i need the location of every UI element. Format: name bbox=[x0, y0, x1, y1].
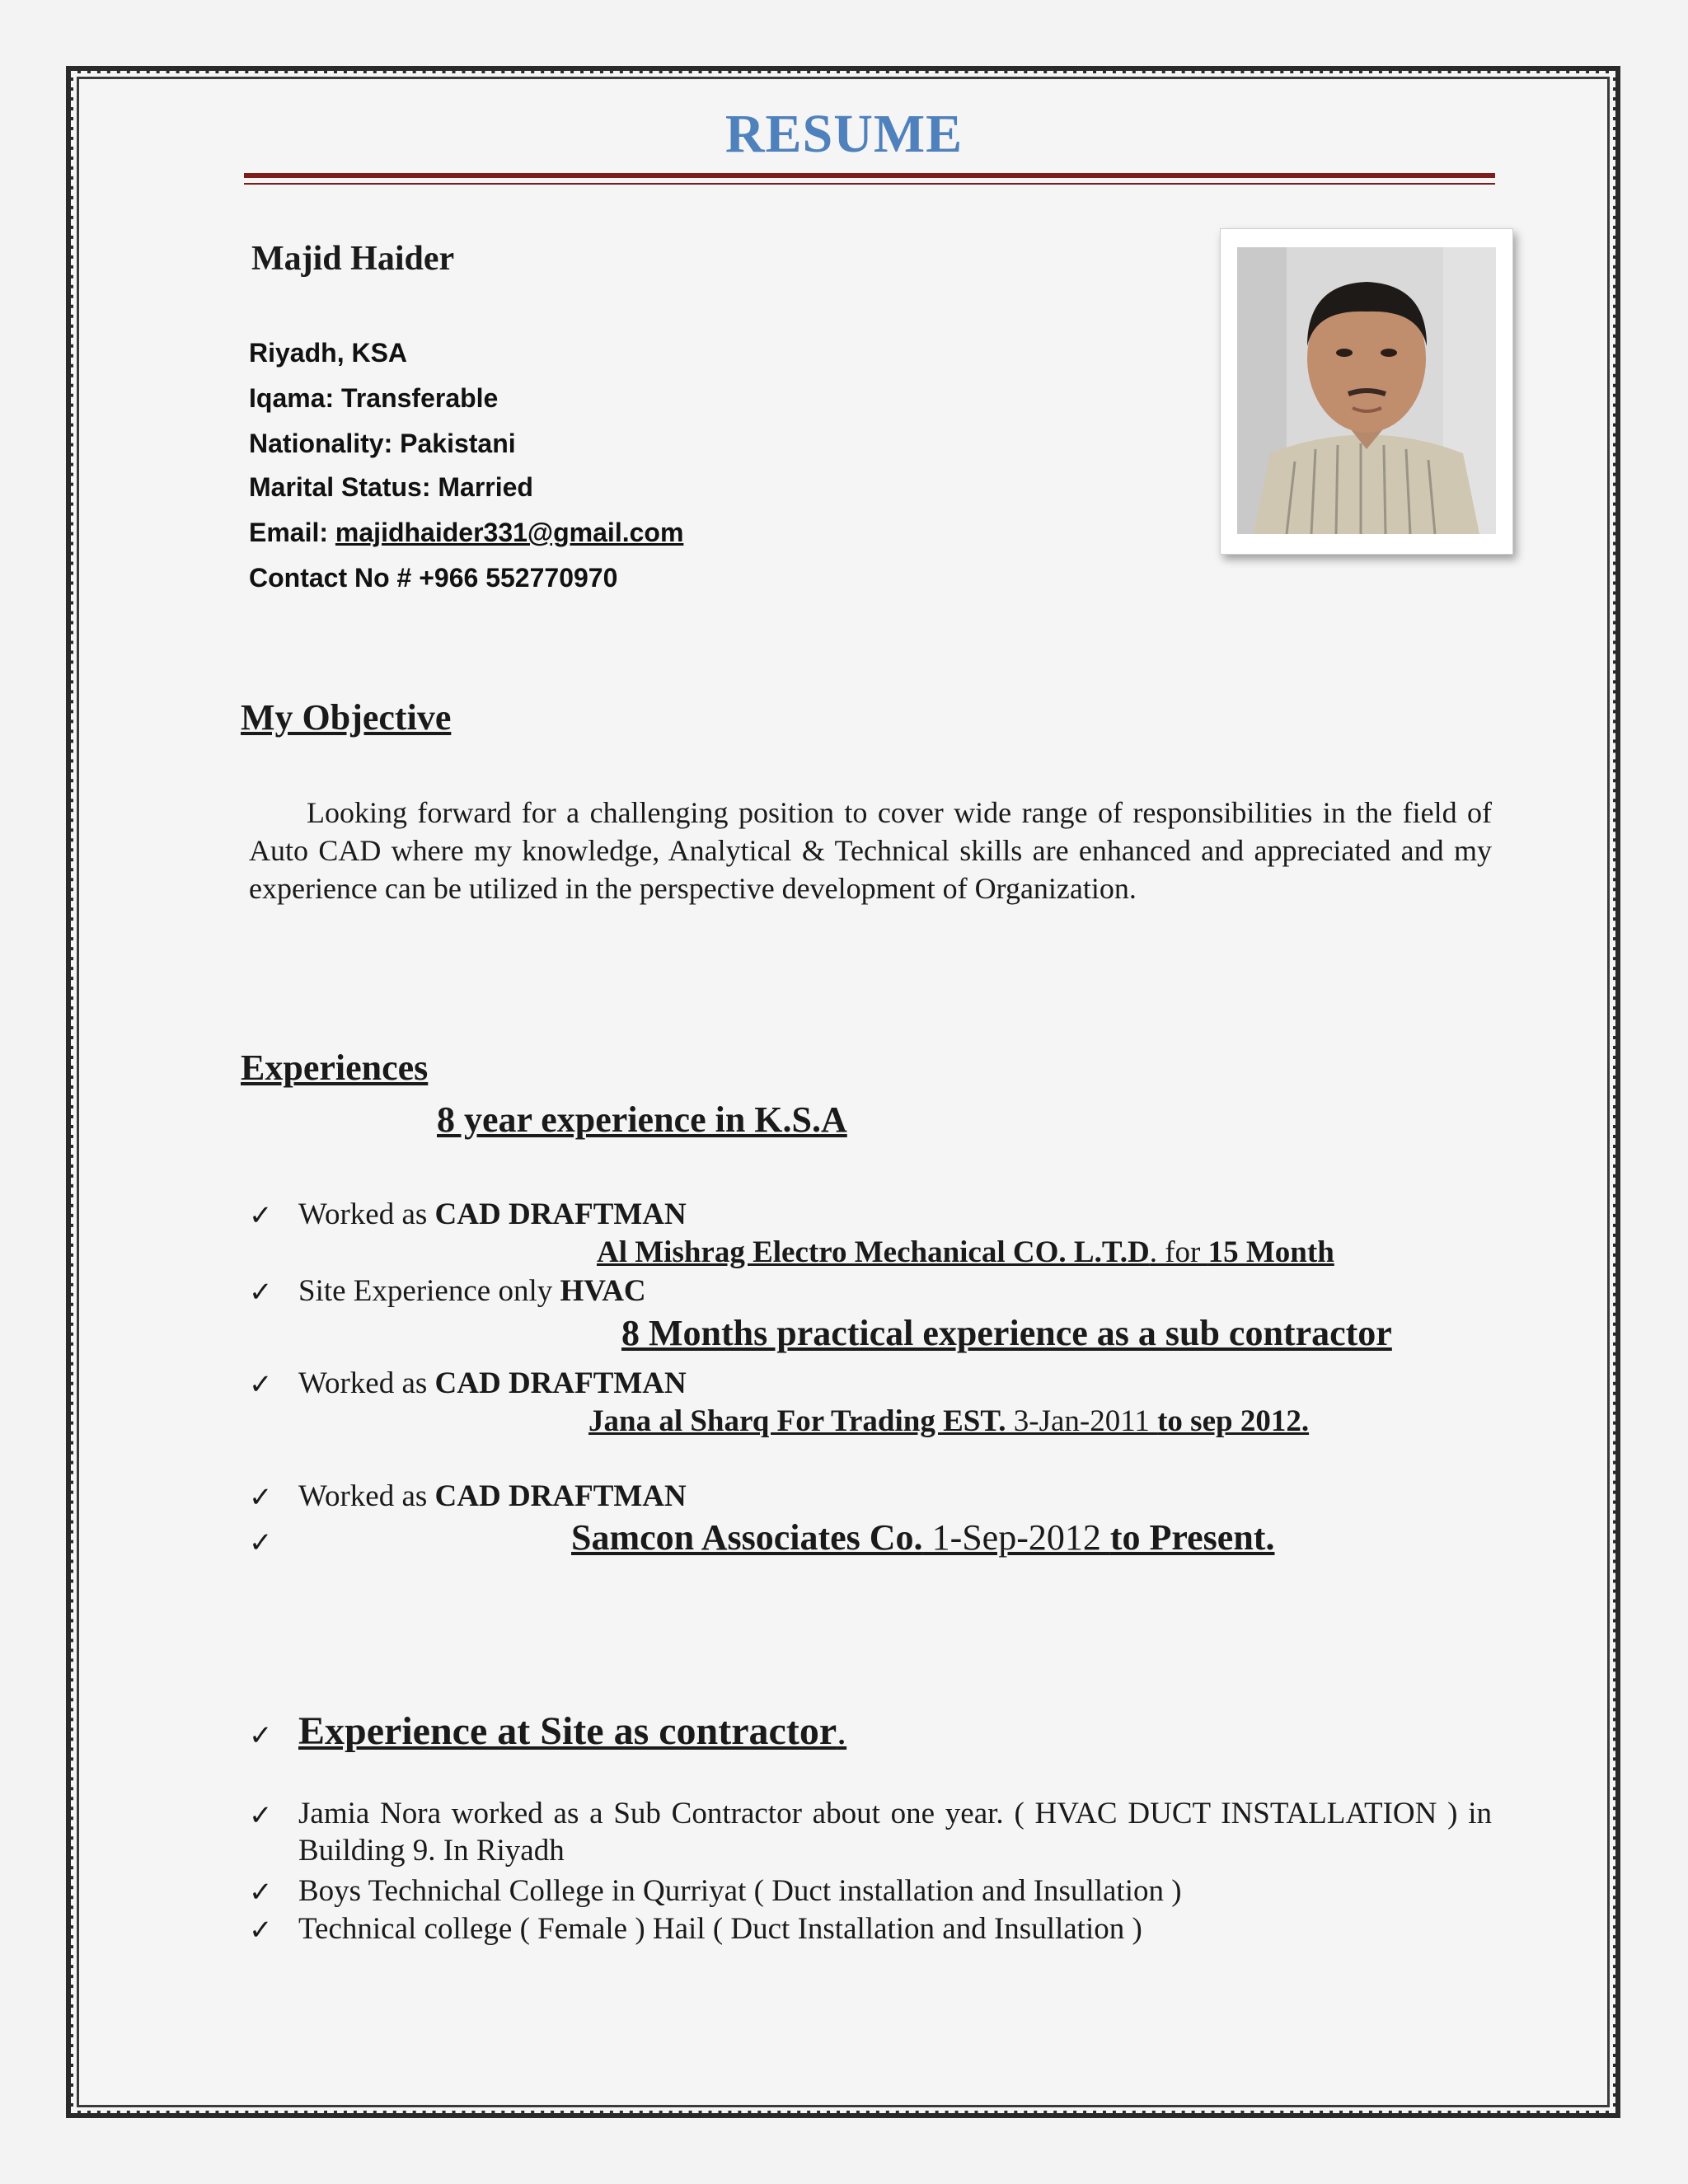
candidate-name: Majid Haider bbox=[251, 240, 455, 278]
info-nationality: Nationality: Pakistani bbox=[249, 429, 516, 458]
job-3-title bbox=[298, 1366, 687, 1401]
job-1-role: CAD DRAFTMAN bbox=[434, 1197, 687, 1231]
check-icon: ✓ bbox=[249, 1877, 273, 1908]
check-icon: ✓ bbox=[249, 1277, 273, 1308]
site-item-1: Jamia Nora worked as a Sub Contractor about one year. ( HVAC DUCT INSTALLATION ) in Building 9. In Riyadh bbox=[298, 1797, 1492, 1868]
info-location: Riyadh, KSA bbox=[249, 338, 408, 368]
site-item-2: Boys Technichal College in Qurriyat ( Duct installation and Insullation ) bbox=[298, 1874, 1182, 1908]
job-4-title bbox=[298, 1479, 687, 1514]
site-heading-line bbox=[298, 1708, 846, 1754]
email-label: Email: bbox=[249, 518, 335, 547]
check-icon: ✓ bbox=[249, 1483, 273, 1513]
job-3-company: Jana al Sharq For Trading EST. bbox=[588, 1404, 1006, 1438]
job-2-title bbox=[298, 1273, 646, 1309]
check-icon: ✓ bbox=[249, 1201, 273, 1231]
job-4-end: to Present. bbox=[1109, 1517, 1275, 1558]
job-4-role: CAD DRAFTMAN bbox=[434, 1479, 687, 1513]
info-contact: Contact No # +966 552770970 bbox=[249, 563, 618, 593]
check-icon: ✓ bbox=[249, 1801, 273, 1831]
job-1-title bbox=[298, 1197, 687, 1232]
experiences-heading: Experiences bbox=[241, 1047, 429, 1088]
job-1-company: Al Mishrag Electro Mechanical CO. L.T.D bbox=[597, 1235, 1150, 1269]
job-4-company: Samcon Associates Co. bbox=[571, 1517, 923, 1558]
job-2-detail-line bbox=[621, 1312, 1392, 1354]
site-heading-tail: . bbox=[837, 1709, 847, 1753]
title-rule-thick bbox=[244, 173, 1495, 178]
person-photo-icon bbox=[1237, 247, 1496, 534]
job-2-detail: 8 Months practical experience as a sub contractor bbox=[621, 1313, 1392, 1353]
experience-summary: 8 year experience in K.S.A bbox=[437, 1099, 847, 1140]
site-heading: Experience at Site as contractor bbox=[298, 1709, 837, 1753]
check-icon: ✓ bbox=[249, 1721, 273, 1751]
job-1-for: . for bbox=[1149, 1235, 1208, 1269]
job-4-company-line bbox=[571, 1516, 1274, 1558]
site-item-3: Technical college ( Female ) Hail ( Duct Installation and Insullation ) bbox=[298, 1912, 1142, 1946]
job-1-duration: 15 Month bbox=[1207, 1235, 1334, 1269]
job-2-prefix: Site Experience only bbox=[298, 1274, 560, 1308]
job-3-role: CAD DRAFTMAN bbox=[434, 1366, 687, 1400]
job-1-company-line bbox=[597, 1235, 1334, 1270]
check-icon: ✓ bbox=[249, 1915, 273, 1946]
objective-paragraph: Looking forward for a challenging position to cover wide range of responsibilities in the field of Auto CAD where my knowledge, Analytical & Technical skills are enhanced and appreciated and my experience can be utilized in the perspective development of Organization. bbox=[249, 796, 1492, 905]
objective-text bbox=[249, 794, 1492, 907]
email-link[interactable]: majidhaider331@gmail.com bbox=[335, 518, 684, 547]
check-icon: ✓ bbox=[249, 1370, 273, 1400]
profile-photo-frame bbox=[1220, 228, 1513, 555]
job-2-role: HVAC bbox=[560, 1274, 646, 1308]
check-icon: ✓ bbox=[249, 1528, 273, 1558]
info-email bbox=[249, 518, 683, 548]
objective-heading: My Objective bbox=[241, 697, 452, 738]
job-3-prefix: Worked as bbox=[298, 1366, 435, 1400]
job-3-end: to sep 2012. bbox=[1157, 1404, 1310, 1438]
job-3-start: 3-Jan-2011 bbox=[1006, 1404, 1158, 1438]
profile-photo bbox=[1237, 247, 1496, 534]
info-marital-status: Marital Status: Married bbox=[249, 472, 533, 502]
title-rule-thin bbox=[244, 183, 1495, 185]
job-3-company-line bbox=[588, 1404, 1309, 1439]
job-4-prefix: Worked as bbox=[298, 1479, 435, 1513]
info-iqama: Iqama: Transferable bbox=[249, 383, 499, 413]
job-4-start: 1-Sep-2012 bbox=[922, 1517, 1110, 1558]
job-1-prefix: Worked as bbox=[298, 1197, 435, 1231]
resume-title: RESUME bbox=[724, 104, 964, 164]
